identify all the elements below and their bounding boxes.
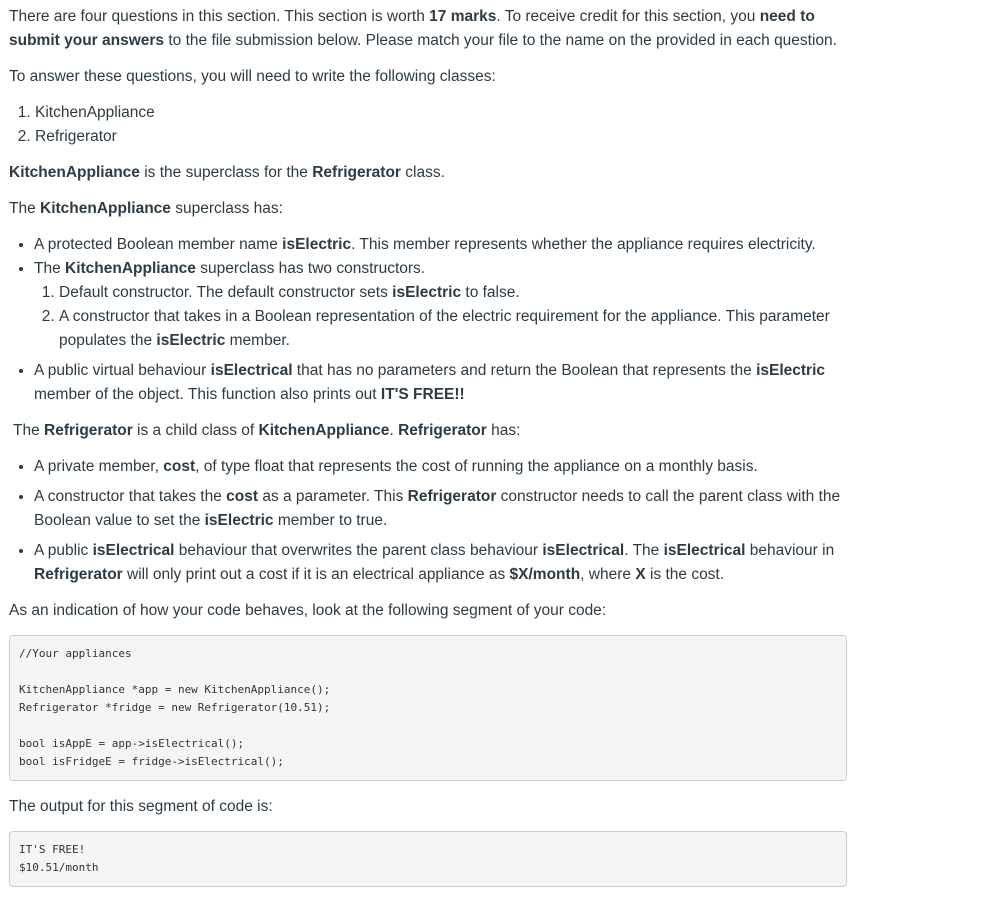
code-intro: As an indication of how your code behaves, look at the following segment of your code: xyxy=(9,602,607,619)
list-item: • A public isElectrical behaviour that overwrites the parent class behaviour isElectrical. The isElectrical behaviour in Refrigerator will only print out a cost if it is an electrical appliance as $X/month, where X is the cost. xyxy=(34,539,849,587)
output-block: IT'S FREE! $10.51/month xyxy=(9,831,847,887)
list-item: • A public virtual behaviour isElectrical that has no parameters and return the Boolean that represents the isElectric member of the object. This function also prints out IT'S FREE!! xyxy=(34,359,849,407)
classes-intro: To answer these questions, you will need to write the following classes: xyxy=(9,68,496,85)
classes-list xyxy=(9,101,849,149)
intro-paragraph: There are four questions in this section. This section is worth 17 marks. To receive credit for this section, you need to submit your answers to the file submission below. Please match your file to the name on the provided in each question. xyxy=(9,8,837,49)
list-item: 2. Refrigerator xyxy=(35,125,849,149)
constructor-list xyxy=(34,281,849,353)
output-intro: The output for this segment of code is: xyxy=(9,798,273,815)
list-item: 2. A constructor that takes in a Boolean representation of the electric requirement for the appliance. This parameter populates the isElectric member. xyxy=(59,305,849,353)
list-item: • The KitchenAppliance superclass has two constructors. 1. Default constructor. The default constructor sets isElectric to false. 2. A constructor that takes in a Boolean representation of the electric requirement for the appliance. This parameter populates the isElectric member. xyxy=(34,257,849,353)
list-item: • A protected Boolean member name isElectric. This member represents whether the appliance requires electricity. xyxy=(34,233,849,257)
kitchen-appliance-heading: The KitchenAppliance superclass has: xyxy=(9,200,283,217)
list-item: 1. Default constructor. The default constructor sets isElectric to false. xyxy=(59,281,849,305)
list-item: • A constructor that takes the cost as a parameter. This Refrigerator constructor needs to call the parent class with the Boolean value to set the isElectric member to true. xyxy=(34,485,849,533)
refrigerator-list xyxy=(9,455,849,587)
list-item: 1. KitchenAppliance xyxy=(35,101,849,125)
superclass-line: KitchenAppliance is the superclass for the Refrigerator class. xyxy=(9,164,445,181)
refrigerator-heading: The Refrigerator is a child class of KitchenAppliance. Refrigerator has: xyxy=(13,422,521,439)
code-block: //Your appliances KitchenAppliance *app = new KitchenAppliance(); Refrigerator *fridge = new Refrigerator(10.51); bool isAppE = app->isElectrical(); bool isFridgeE = fridge->isElectrical(); xyxy=(9,635,847,781)
list-item: • A private member, cost, of type float that represents the cost of running the appliance on a monthly basis. xyxy=(34,455,849,479)
kitchen-appliance-list xyxy=(9,233,849,407)
